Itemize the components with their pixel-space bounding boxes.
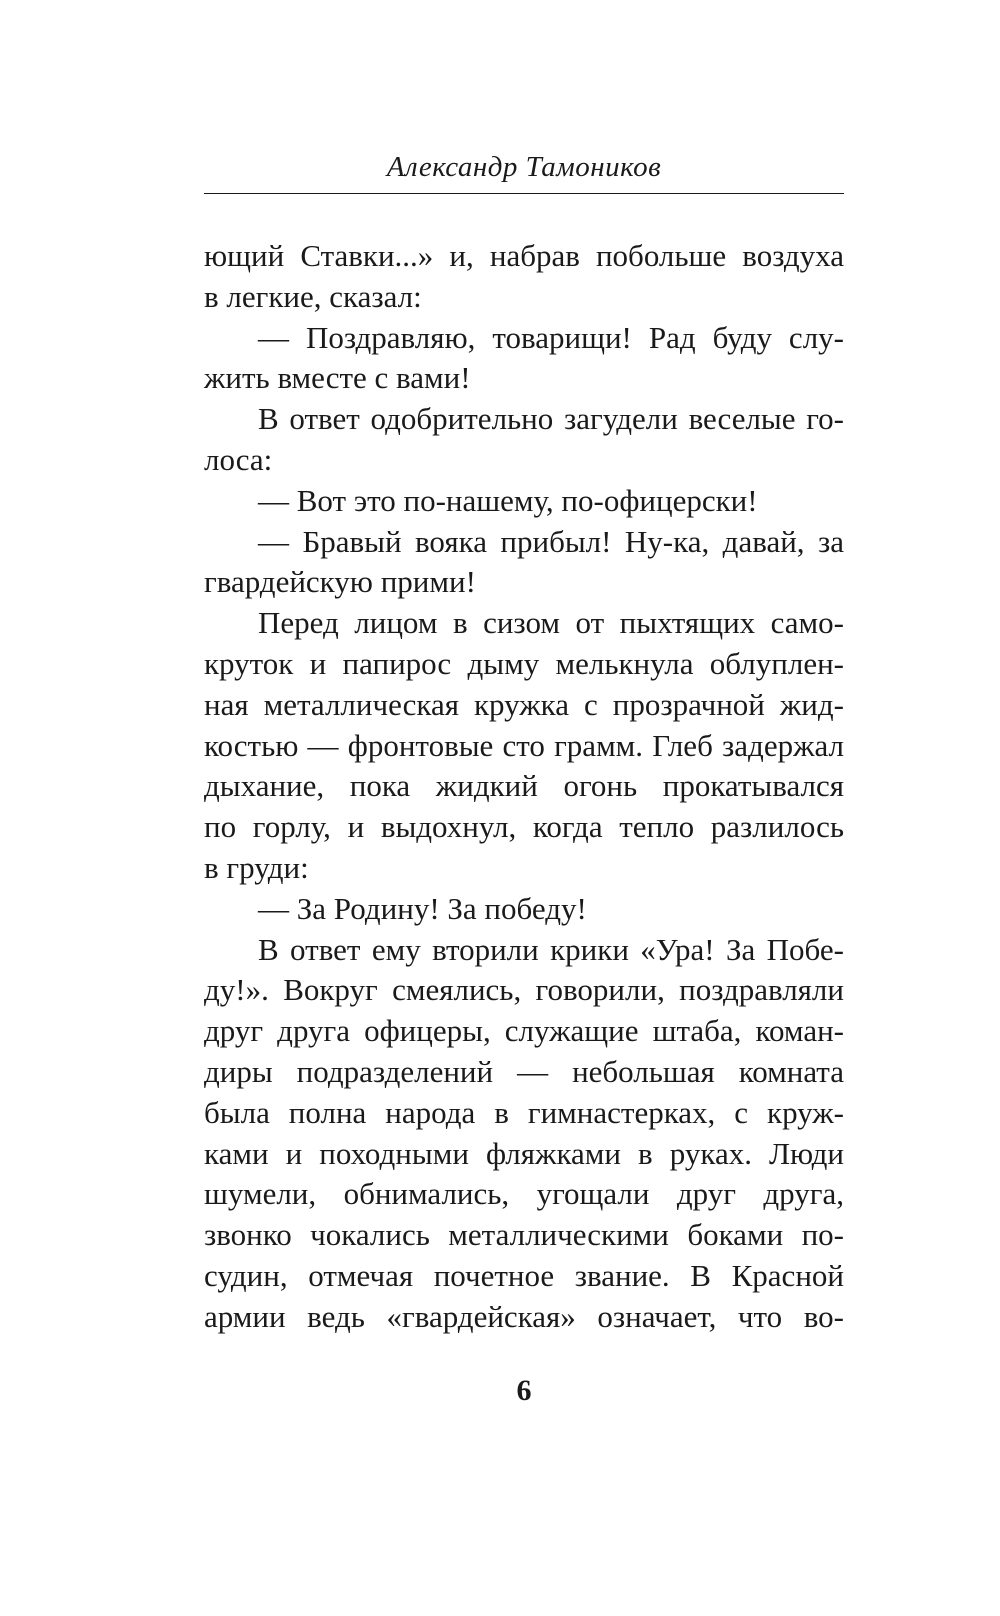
text-line: дыхание, пока жидкий огонь прокатывался	[204, 768, 844, 804]
body-text	[204, 236, 844, 1338]
text-line: диры подразделений — небольшая комната	[204, 1053, 844, 1089]
header-rule	[204, 193, 844, 194]
text-line: по горлу, и выдохнул, когда тепло разлилось	[204, 809, 844, 845]
text-line: — Поздравляю, товарищи! Рад буду слу-	[258, 319, 844, 355]
text-line: в легкие, сказал:	[204, 278, 422, 314]
text-line: звонко чокались металлическими боками по-	[204, 1217, 844, 1253]
text-line: шумели, обнимались, угощали друг друга,	[204, 1176, 844, 1212]
running-head: Александр Тамоников	[386, 151, 662, 183]
text-line: ющий Ставки...» и, набрав побольше воздуха	[204, 238, 844, 273]
page-number: 6	[516, 1374, 532, 1407]
text-line: — Вот это по-нашему, по-офицерски!	[258, 482, 758, 518]
text-line: Перед лицом в сизом от пыхтящих само-	[258, 605, 844, 641]
text-line: лоса:	[204, 441, 273, 477]
text-line: судин, отмечая почетное звание. В Красной	[204, 1257, 844, 1293]
text-line: гвардейскую прими!	[204, 564, 476, 600]
text-line: — За Родину! За победу!	[258, 890, 587, 926]
text-line: друг друга офицеры, служащие штаба, коман-	[204, 1013, 844, 1049]
text-line: армии ведь «гвардейская» означает, что во-	[204, 1298, 844, 1334]
text-line: жить вместе с вами!	[204, 360, 471, 396]
text-line: круток и папирос дыму мелькнула облуплен-	[204, 645, 844, 681]
text-line: костью — фронтовые сто грамм. Глеб задержал	[204, 727, 844, 763]
text-line: была полна народа в гимнастерках, с круж-	[204, 1094, 844, 1130]
text-line: в груди:	[204, 849, 309, 885]
text-line: В ответ одобрительно загудели веселые го-	[258, 401, 844, 437]
text-line: ду!». Вокруг смеялись, говорили, поздравляли	[204, 972, 844, 1008]
text-line: ками и походными фляжками в руках. Люди	[204, 1135, 844, 1171]
text-line: ная металлическая кружка с прозрачной жид-	[204, 686, 844, 722]
text-line: В ответ ему вторили крики «Ура! За Побе-	[258, 931, 844, 967]
text-line: — Бравый вояка прибыл! Ну-ка, давай, за	[258, 523, 844, 559]
